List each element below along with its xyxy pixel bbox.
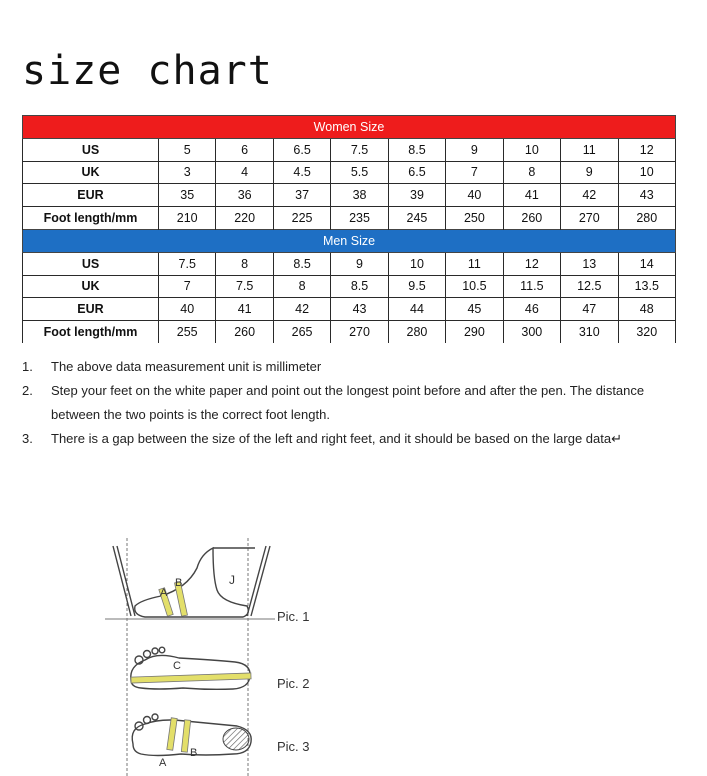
size-cell: 8.5 — [331, 275, 388, 298]
note-item — [22, 427, 692, 451]
men-size-header-row — [23, 229, 676, 252]
marker-a-bottom: A — [159, 757, 167, 769]
size-cell: 7.5 — [331, 138, 388, 161]
note-number: 1. — [22, 359, 33, 374]
row-label: Foot length/mm — [23, 207, 159, 230]
size-cell: 11.5 — [503, 275, 560, 298]
marker-j: J — [229, 573, 235, 587]
page-title: size chart — [22, 48, 273, 94]
size-cell: 7.5 — [159, 252, 216, 275]
table-row — [23, 275, 676, 298]
size-table — [22, 115, 676, 343]
size-cell: 270 — [561, 207, 618, 230]
women-section — [23, 116, 676, 230]
row-label: Foot length/mm — [23, 321, 159, 343]
size-cell: 8 — [503, 161, 560, 184]
size-cell: 7 — [159, 275, 216, 298]
note-item — [22, 355, 692, 379]
size-cell: 280 — [618, 207, 676, 230]
note-text: Step your feet on the white paper and point out the longest point before and after the pen. The distance between the two points is the correct foot length. — [51, 383, 645, 422]
size-cell: 11 — [446, 252, 503, 275]
marker-c: C — [173, 660, 181, 672]
pic-1-label: Pic. 1 — [277, 609, 310, 624]
size-cell: 10 — [388, 252, 445, 275]
size-cell: 10 — [503, 138, 560, 161]
tape-measure-ball — [167, 718, 191, 752]
marker-a: A — [160, 587, 168, 599]
foot-measurement-diagram — [105, 538, 275, 776]
size-cell: 290 — [446, 321, 503, 343]
size-cell: 260 — [503, 207, 560, 230]
size-cell: 8.5 — [388, 138, 445, 161]
size-cell: 14 — [618, 252, 676, 275]
size-cell: 42 — [273, 298, 330, 321]
size-cell: 44 — [388, 298, 445, 321]
size-cell: 10.5 — [446, 275, 503, 298]
size-cell: 260 — [216, 321, 273, 343]
size-cell: 39 — [388, 184, 445, 207]
size-cell: 8.5 — [273, 252, 330, 275]
size-cell: 11 — [561, 138, 618, 161]
size-cell: 300 — [503, 321, 560, 343]
table-row — [23, 298, 676, 321]
size-cell: 4.5 — [273, 161, 330, 184]
row-label: US — [23, 252, 159, 275]
size-cell: 46 — [503, 298, 560, 321]
size-cell: 38 — [331, 184, 388, 207]
size-cell: 36 — [216, 184, 273, 207]
size-cell: 225 — [273, 207, 330, 230]
table-row — [23, 321, 676, 343]
size-cell: 250 — [446, 207, 503, 230]
size-cell: 8 — [273, 275, 330, 298]
row-label: UK — [23, 275, 159, 298]
size-cell: 7 — [446, 161, 503, 184]
size-cell: 310 — [561, 321, 618, 343]
size-cell: 320 — [618, 321, 676, 343]
size-cell: 6 — [216, 138, 273, 161]
size-cell: 6.5 — [388, 161, 445, 184]
notes-list — [22, 355, 692, 451]
size-cell: 220 — [216, 207, 273, 230]
men-size-header: Men Size — [23, 229, 676, 252]
measure-guide-lines — [105, 538, 275, 776]
pic-2-label: Pic. 2 — [277, 676, 310, 691]
size-cell: 12.5 — [561, 275, 618, 298]
table-row — [23, 138, 676, 161]
size-cell: 7.5 — [216, 275, 273, 298]
size-cell: 10 — [618, 161, 676, 184]
size-cell: 270 — [331, 321, 388, 343]
size-cell: 9 — [561, 161, 618, 184]
size-cell: 8 — [216, 252, 273, 275]
marker-b: B — [175, 577, 183, 589]
pic-3-label: Pic. 3 — [277, 739, 310, 754]
size-cell: 48 — [618, 298, 676, 321]
table-row — [23, 207, 676, 230]
marker-b-bottom: B — [190, 747, 198, 759]
size-cell: 41 — [216, 298, 273, 321]
table-row — [23, 184, 676, 207]
size-cell: 40 — [446, 184, 503, 207]
row-label: EUR — [23, 298, 159, 321]
size-cell: 5 — [159, 138, 216, 161]
size-cell: 210 — [159, 207, 216, 230]
size-cell: 42 — [561, 184, 618, 207]
size-cell: 265 — [273, 321, 330, 343]
note-text: There is a gap between the size of the left and right feet, and it should be based on the large data↵ — [51, 431, 622, 446]
row-label: US — [23, 138, 159, 161]
size-cell: 43 — [618, 184, 676, 207]
size-cell: 4 — [216, 161, 273, 184]
size-cell: 37 — [273, 184, 330, 207]
women-size-header-row — [23, 116, 676, 139]
size-cell: 235 — [331, 207, 388, 230]
note-text: The above data measurement unit is millimeter — [51, 359, 322, 374]
standing-foot-drawing — [113, 546, 270, 617]
row-label: EUR — [23, 184, 159, 207]
size-cell: 3 — [159, 161, 216, 184]
note-number: 2. — [22, 383, 33, 398]
size-cell: 9 — [446, 138, 503, 161]
size-cell: 9.5 — [388, 275, 445, 298]
men-section — [23, 229, 676, 342]
size-cell: 9 — [331, 252, 388, 275]
size-cell: 13 — [561, 252, 618, 275]
size-cell: 40 — [159, 298, 216, 321]
size-cell: 13.5 — [618, 275, 676, 298]
sole-outline — [131, 647, 250, 689]
note-number: 3. — [22, 431, 33, 446]
size-cell: 41 — [503, 184, 560, 207]
size-cell: 35 — [159, 184, 216, 207]
size-cell: 47 — [561, 298, 618, 321]
heel-area — [223, 728, 249, 750]
row-label: UK — [23, 161, 159, 184]
size-cell: 12 — [503, 252, 560, 275]
size-cell: 45 — [446, 298, 503, 321]
table-row — [23, 252, 676, 275]
size-cell: 245 — [388, 207, 445, 230]
note-item — [22, 379, 692, 427]
women-size-header: Women Size — [23, 116, 676, 139]
size-cell: 5.5 — [331, 161, 388, 184]
tape-measure-length — [131, 673, 251, 683]
size-cell: 6.5 — [273, 138, 330, 161]
table-row — [23, 161, 676, 184]
size-cell: 12 — [618, 138, 676, 161]
size-cell: 43 — [331, 298, 388, 321]
size-cell: 280 — [388, 321, 445, 343]
size-cell: 255 — [159, 321, 216, 343]
